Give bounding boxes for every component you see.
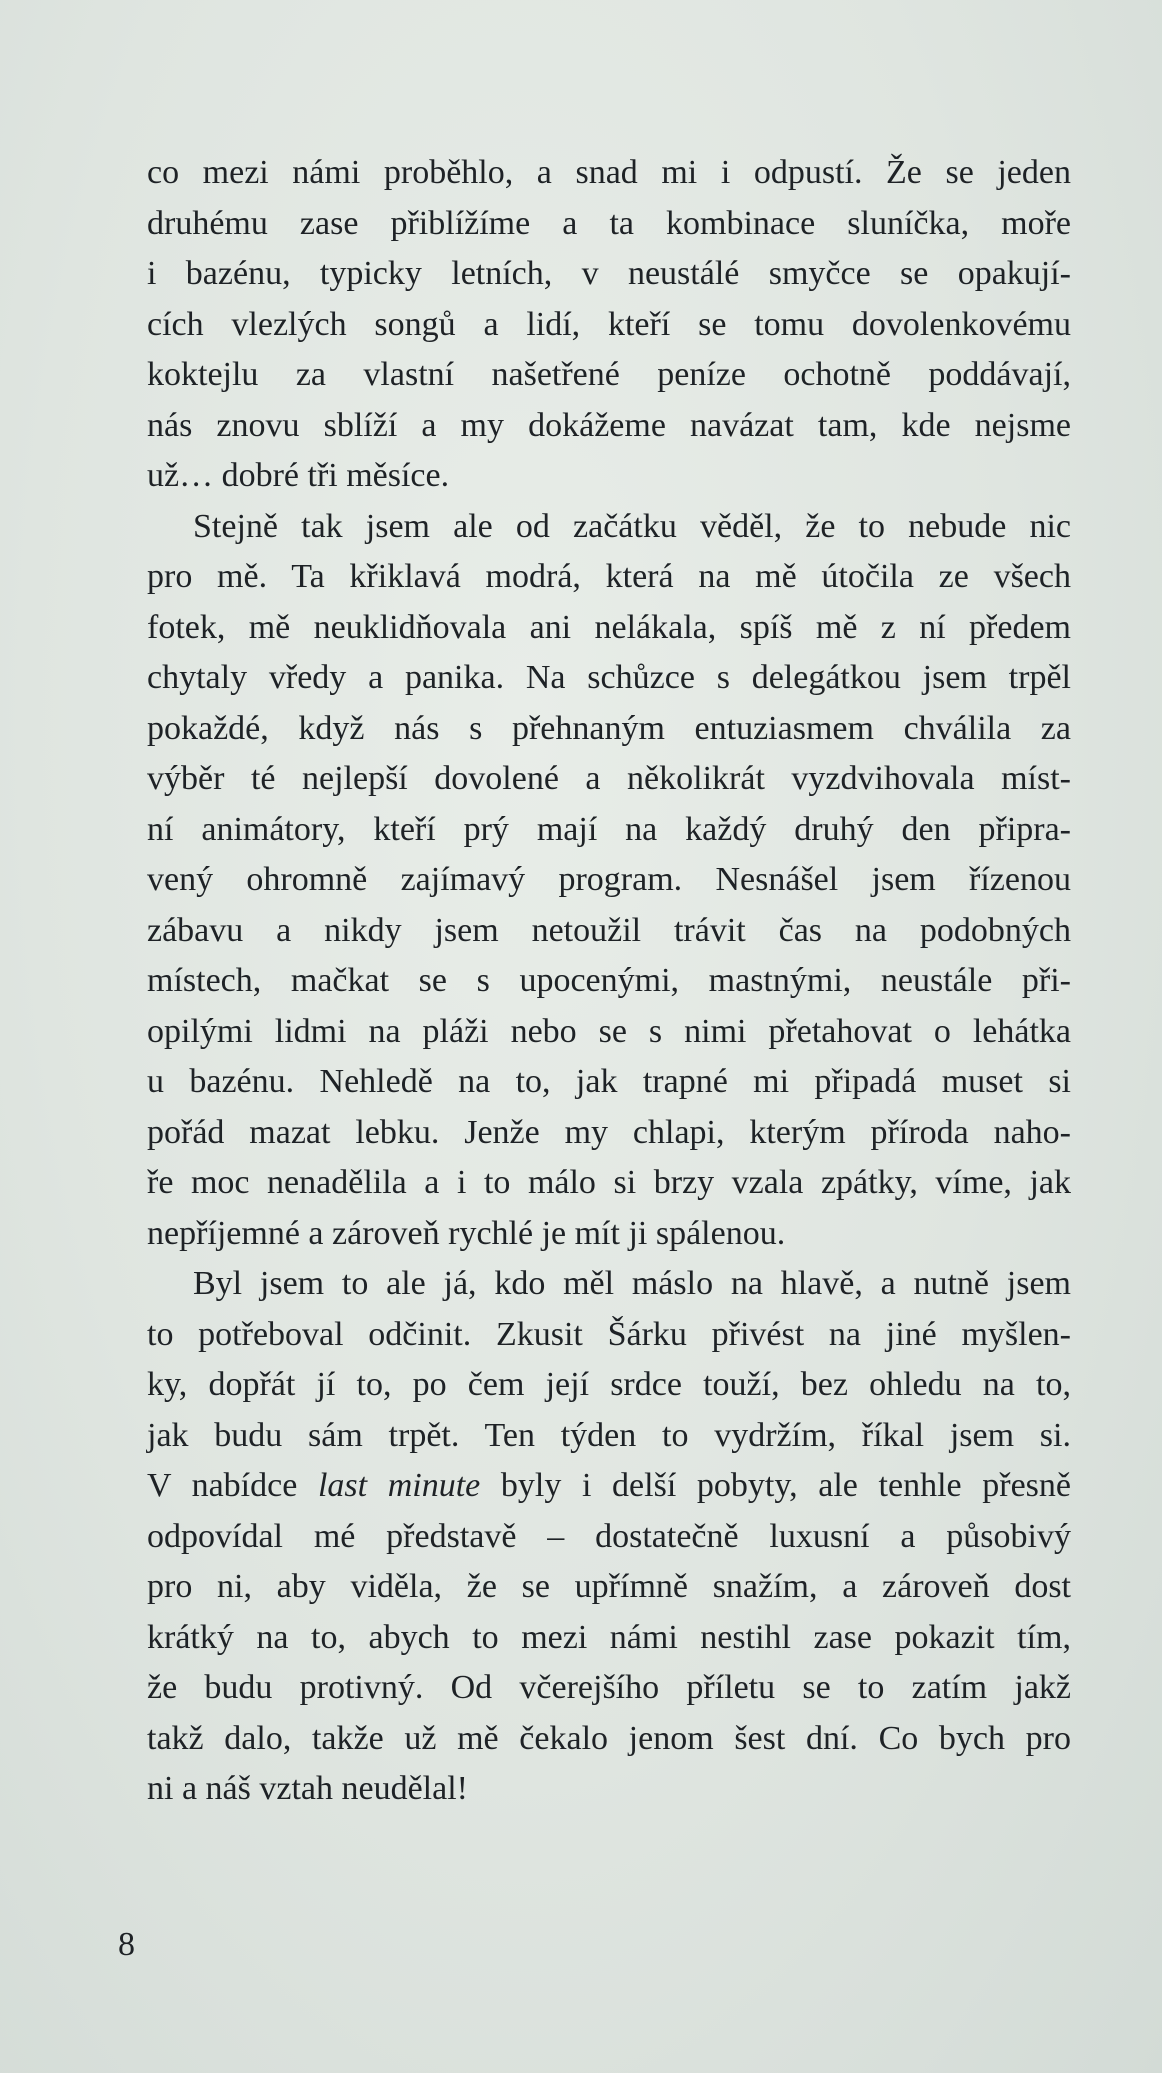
text-line: nás znovu sblíží a my dokážeme navázat tam, kde nejsme (147, 406, 1071, 444)
text-line: nepříjemné a zároveň rychlé je mít ji spálenou. (147, 1214, 786, 1252)
text-line: ky, dopřát jí to, po čem její srdce touží, bez ohledu na to, (147, 1366, 1071, 1403)
text-line: cích vlezlých songů a lidí, kteří se tomu dovolenkovému (147, 305, 1071, 343)
text-line: opilými lidmi na pláži nebo se s nimi přetahovat o lehátka (147, 1012, 1071, 1050)
text-line: pořád mazat lebku. Jenže my chlapi, kterým příroda naho- (147, 1113, 1071, 1151)
text-line: místech, mačkat se s upocenými, mastnými, neustále při- (147, 962, 1071, 999)
paragraph-2 (147, 502, 1071, 1260)
text-line: jak budu sám trpět. Ten týden to vydržím, říkal jsem si. (147, 1416, 1071, 1454)
text-line: výběr té nejlepší dovolené a několikrát vyzdvihovala míst- (147, 760, 1071, 797)
text-run: V nabídce (147, 1467, 318, 1504)
text-line: u bazénu. Nehledě na to, jak trapné mi připadá muset si (147, 1063, 1071, 1100)
text-line: ni a náš vztah neudělal! (147, 1770, 468, 1807)
text-line-with-italic (147, 1461, 1071, 1512)
text-line: druhému zase přiblížíme a ta kombinace sluníčka, moře (147, 204, 1071, 242)
text-line: to potřeboval odčinit. Zkusit Šárku přivést na jiné myšlen- (147, 1315, 1071, 1353)
text-line: vený ohromně zajímavý program. Nesnášel jsem řízenou (147, 861, 1071, 898)
text-line: krátký na to, abych to mezi námi nestihl zase pokazit tím, (147, 1618, 1071, 1656)
text-run: byly i delší pobyty, ale tenhle přesně (480, 1467, 1071, 1504)
paragraph-3 (147, 1259, 1071, 1815)
text-line: takž dalo, takže už mě čekalo jenom šest dní. Co bych pro (147, 1719, 1071, 1757)
text-line: pro mě. Ta křiklavá modrá, která na mě útočila ze všech (147, 558, 1071, 595)
text-line: pro ni, aby viděla, že se upřímně snažím, a zároveň dost (147, 1568, 1071, 1605)
text-line: koktejlu za vlastní našetřené peníze ochotně poddávají, (147, 356, 1071, 393)
text-line: chytaly vředy a panika. Na schůzce s delegátkou jsem trpěl (147, 659, 1071, 696)
text-line: že budu protivný. Od včerejšího příletu se to zatím jakž (147, 1669, 1071, 1706)
text-line: Stejně tak jsem ale od začátku věděl, že to nebude nic (193, 507, 1071, 545)
text-line: ře moc nenadělila a i to málo si brzy vzala zpátky, víme, jak (147, 1164, 1071, 1201)
text-line: odpovídal mé představě – dostatečně luxusní a působivý (147, 1517, 1071, 1555)
text-line: Byl jsem to ale já, kdo měl máslo na hlavě, a nutně jsem (193, 1265, 1071, 1302)
text-line: i bazénu, typicky letních, v neustálé smyčce se opakují- (147, 255, 1071, 292)
page-number: 8 (118, 1926, 135, 1963)
text-line: fotek, mě neuklidňovala ani nelákala, spíš mě z ní předem (147, 608, 1071, 646)
italic-phrase: last minute (317, 1467, 481, 1504)
text-line: ní animátory, kteří prý mají na každý druhý den připra- (147, 810, 1071, 848)
body-text (147, 148, 1071, 1815)
text-line: už… dobré tři měsíce. (147, 457, 450, 494)
paragraph-1 (147, 148, 1071, 502)
text-line: pokaždé, když nás s přehnaným entuziasmem chválila za (147, 709, 1071, 747)
text-line: zábavu a nikdy jsem netoužil trávit čas na podobných (147, 911, 1071, 949)
text-line: co mezi námi proběhlo, a snad mi i odpustí. Že se jeden (147, 154, 1071, 191)
